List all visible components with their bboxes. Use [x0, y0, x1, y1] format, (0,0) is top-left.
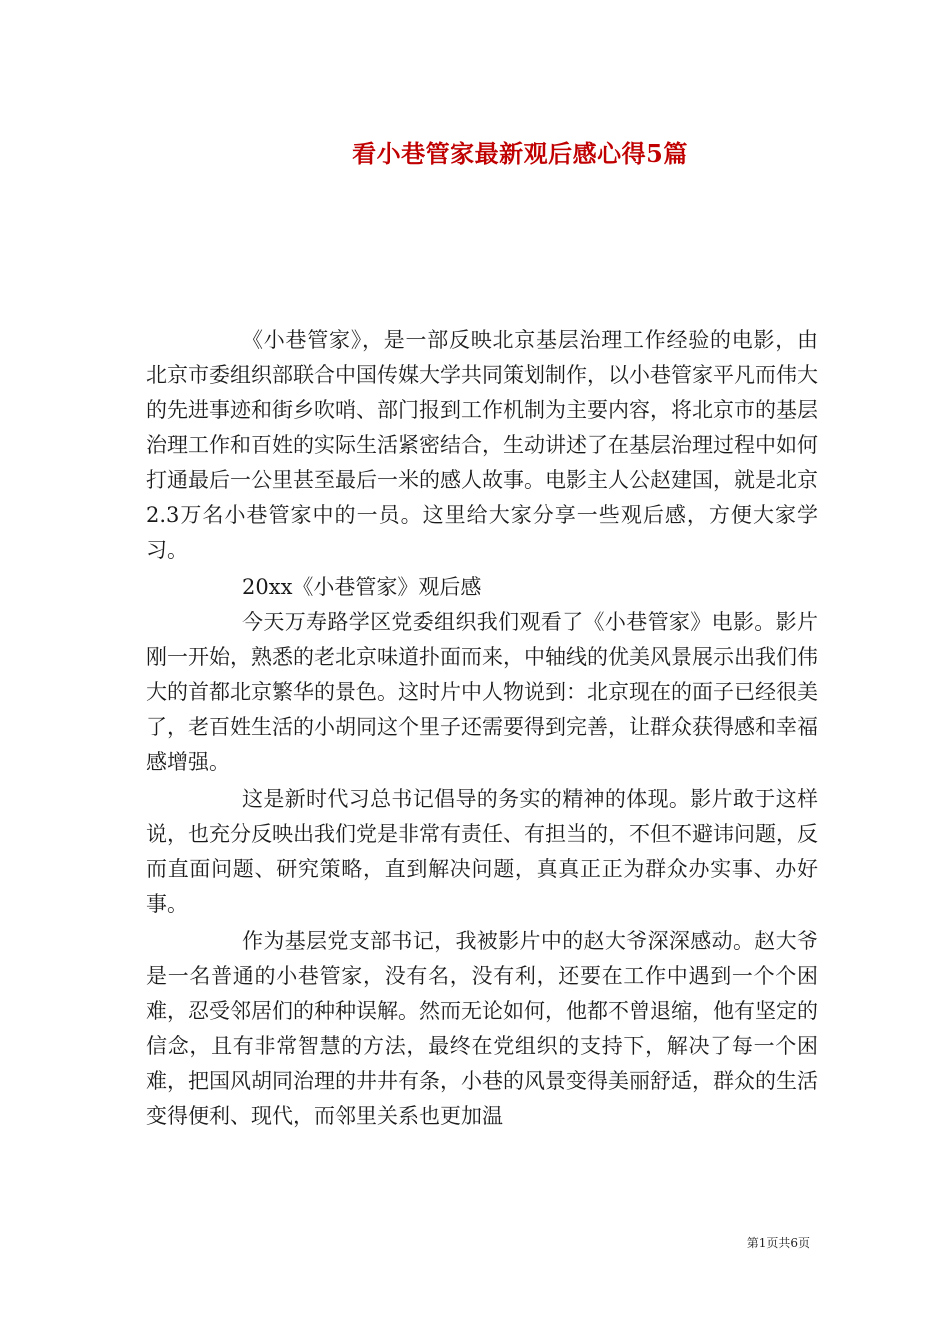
page-number: 第1页共6页 — [746, 1236, 810, 1250]
body-paragraph: 这是新时代习总书记倡导的务实的精神的体现。影片敢于这样说，也充分反映出我们党是非常有责任、有担当的，不但不避讳问题，反而直面问题、研究策略，直到解决问题，真真正正为群众办实事、办好事。 — [146, 787, 818, 916]
document-title: 看小巷管家最新观后感心得5篇 — [352, 139, 688, 168]
section-heading: 20xx《小巷管家》观后感 — [242, 575, 482, 599]
document-body — [146, 323, 818, 1134]
body-paragraph: 作为基层党支部书记，我被影片中的赵大爷深深感动。赵大爷是一名普通的小巷管家，没有名，没有利，还要在工作中遇到一个个困难，忍受邻居们的种种误解。然而无论如何，他都不曾退缩，他有坚定的信念，且有非常智慧的方法，最终在党组织的支持下，解决了每一个困难，把国风胡同治理的井井有条，小巷的风景变得美丽舒适，群众的生活变得便利、现代，而邻里关系也更加温 — [146, 929, 818, 1128]
body-paragraph: 今天万寿路学区党委组织我们观看了《小巷管家》电影。影片刚一开始，熟悉的老北京味道扑面而来，中轴线的优美风景展示出我们伟大的首都北京繁华的景色。这时片中人物说到：北京现在的面子已经很美了，老百姓生活的小胡同这个里子还需要得到完善，让群众获得感和幸福感增强。 — [146, 610, 818, 774]
intro-paragraph: 《小巷管家》，是一部反映北京基层治理工作经验的电影，由北京市委组织部联合中国传媒大学共同策划制作，以小巷管家平凡而伟大的先进事迹和街乡吹哨、部门报到工作机制为主要内容，将北京市的基层治理工作和百姓的实际生活紧密结合，生动讲述了在基层治理过程中如何打通最后一公里甚至最后一米的感人故事。电影主人公赵建国，就是北京2.3万名小巷管家中的一员。这里给大家分享一些观后感，方便大家学习。 — [146, 328, 818, 562]
